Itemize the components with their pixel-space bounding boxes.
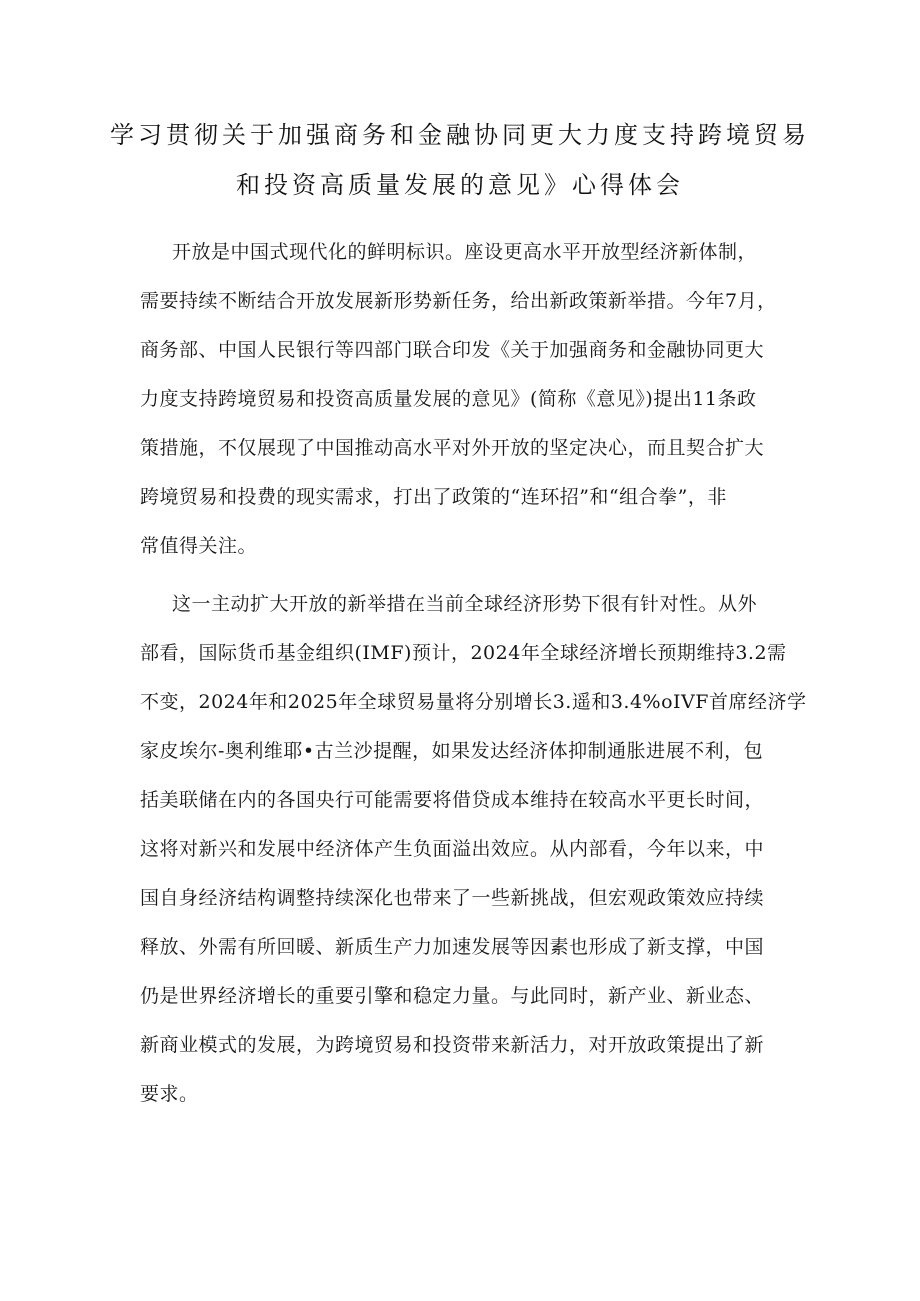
paragraph-2-line-6: 这将对新兴和发展中经济体产生负面溢出效应。从内部看，今年以来，中 bbox=[140, 838, 765, 860]
document-title-line-1: 学习贯彻关于加强商务和金融协同更大力度支持跨境贸易 bbox=[110, 121, 810, 149]
paragraph-1-line-2: 需要持续不断结合开放发展新形势新任务，给出新政策新举措。今年7月， bbox=[140, 290, 777, 312]
paragraph-1-line-7: 常值得关注。 bbox=[140, 535, 258, 557]
paragraph-2-line-4: 家皮埃尔-奥利维耶•古兰沙提醒，如果发达经济体抑制通胀进展不利，包 bbox=[140, 740, 764, 762]
paragraph-2-line-9: 仍是世界经济增长的重要引擎和稳定力量。与此同时，新产业、新业态、 bbox=[140, 985, 765, 1007]
paragraph-2-line-8: 释放、外需有所回暖、新质生产力加速发展等因素也形成了新支撑，中国 bbox=[140, 936, 765, 958]
paragraph-1-line-4: 力度支持跨境贸易和投资高质量发展的意见》(简称《意见》)提出11条政 bbox=[140, 388, 757, 410]
paragraph-1-line-6: 跨境贸易和投费的现实需求，打出了政策的“连环招”和“组合拳”，非 bbox=[140, 486, 727, 508]
paragraph-2-line-7: 国自身经济结构调整持续深化也带来了一些新挑战，但宏观政策效应持续 bbox=[140, 887, 765, 909]
paragraph-2-line-5: 括美联储在内的各国央行可能需要将借贷成本维持在较高水平更长时间， bbox=[140, 789, 765, 811]
paragraph-2-line-3: 不变，2024年和2025年全球贸易量将分别增长3.遥和3.4%oIVF首席经济学 bbox=[140, 691, 807, 713]
paragraph-1-line-1: 开放是中国式现代化的鲜明标识。座设更高水平开放型经济新体制， bbox=[172, 241, 758, 263]
paragraph-2-line-10: 新商业模式的发展，为跨境贸易和投资带来新活力，对开放政策提出了新 bbox=[140, 1034, 765, 1056]
paragraph-2-line-1: 这一主动扩大开放的新举措在当前全球经济形势下很有针对性。从外 bbox=[172, 593, 758, 615]
paragraph-2-line-11: 要求。 bbox=[140, 1083, 199, 1105]
paragraph-1-line-3: 商务部、中国人民银行等四部门联合印发《关于加强商务和金融协同更大 bbox=[140, 339, 765, 361]
paragraph-1-line-5: 策措施，不仅展现了中国推动高水平对外开放的坚定决心，而且契合扩大 bbox=[140, 437, 765, 459]
paragraph-2-line-2: 部看，国际货币基金组织(IMF)预计，2024年全球经济增长预期维持3.2需 bbox=[140, 642, 787, 664]
document-title-line-2: 和投资高质量发展的意见》心得体会 bbox=[236, 171, 684, 199]
